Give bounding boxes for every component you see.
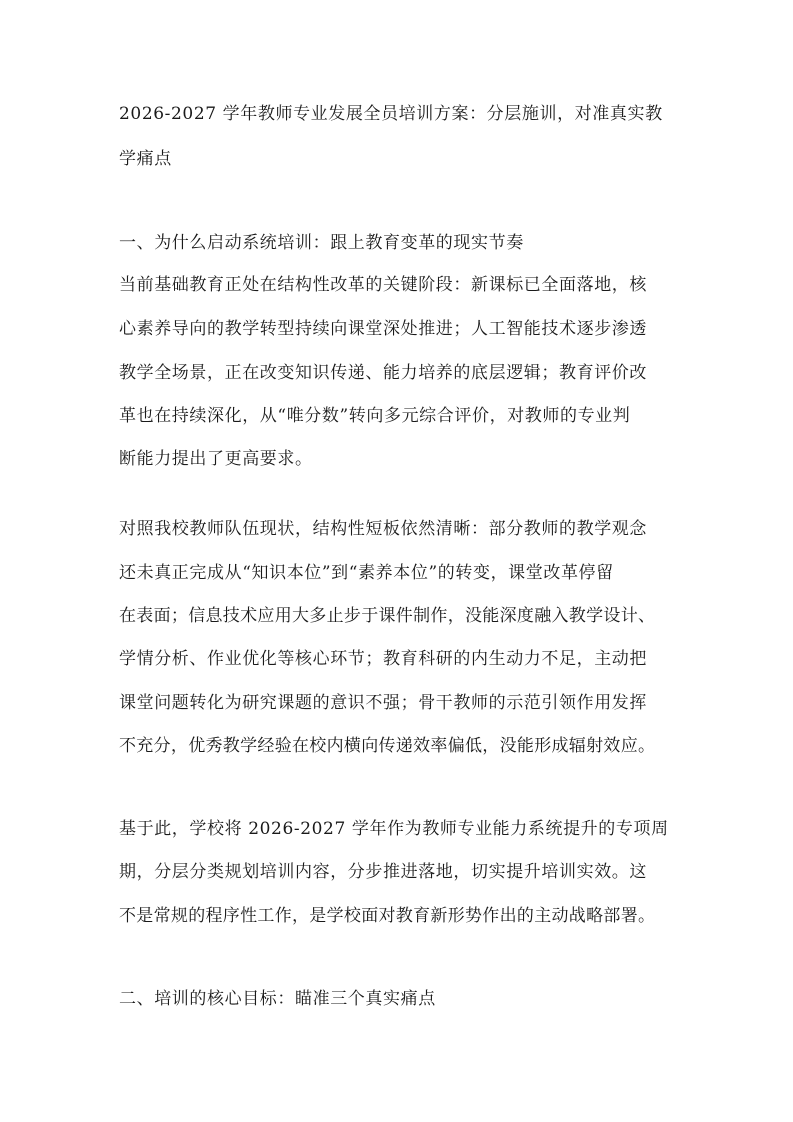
section-1-paragraph-3-line-2: 期，分层分类规划培训内容，分步推进落地，切实提升培训实效。这 (119, 862, 647, 882)
section-1-paragraph-2-line-1: 对照我校教师队伍现状，结构性短板依然清晰：部分教师的教学观念 (119, 519, 647, 539)
section-1-heading: 一、为什么启动系统培训：跟上教育变革的现实节奏 (119, 233, 524, 253)
section-1-paragraph-2-line-4: 学情分析、作业优化等核心环节；教育科研的内生动力不足，主动把 (119, 649, 647, 669)
section-1-paragraph-2-line-5: 课堂问题转化为研究课题的意识不强；骨干教师的示范引领作用发挥 (119, 693, 647, 713)
section-1-paragraph-3-line-3: 不是常规的程序性工作，是学校面对教育新形势作出的主动战略部署。 (119, 906, 656, 926)
section-1-paragraph-1-line-1: 当前基础教育正处在结构性改革的关键阶段：新课标已全面落地，核 (119, 275, 647, 295)
document-title-line-1: 2026-2027 学年教师专业发展全员培训方案：分层施训，对准真实教 (119, 104, 663, 124)
section-1-paragraph-3-line-1: 基于此，学校将 2026-2027 学年作为教师专业能力系统提升的专项周 (119, 819, 669, 839)
document-title-line-2: 学痛点 (119, 149, 172, 169)
section-1-paragraph-2-line-2: 还未真正完成从“知识本位”到“素养本位”的转变，课堂改革停留 (119, 563, 614, 583)
section-1-paragraph-1-line-4: 革也在持续深化，从“唯分数”转向多元综合评价，对教师的专业判 (119, 406, 631, 426)
section-1-paragraph-1-line-3: 教学全场景，正在改变知识传递、能力培养的底层逻辑；教育评价改 (119, 363, 647, 383)
section-1-paragraph-1-line-2: 心素养导向的教学转型持续向课堂深处推进；人工智能技术逐步渗透 (119, 319, 647, 339)
section-1-paragraph-1-line-5: 断能力提出了更高要求。 (119, 449, 313, 469)
section-1-paragraph-2-line-6: 不充分，优秀教学经验在校内横向传递效率偏低，没能形成辐射效应。 (119, 736, 656, 756)
section-2-heading: 二、培训的核心目标：瞄准三个真实痛点 (119, 989, 436, 1009)
section-1-paragraph-2-line-3: 在表面；信息技术应用大多止步于课件制作，没能深度融入教学设计、 (119, 606, 656, 626)
